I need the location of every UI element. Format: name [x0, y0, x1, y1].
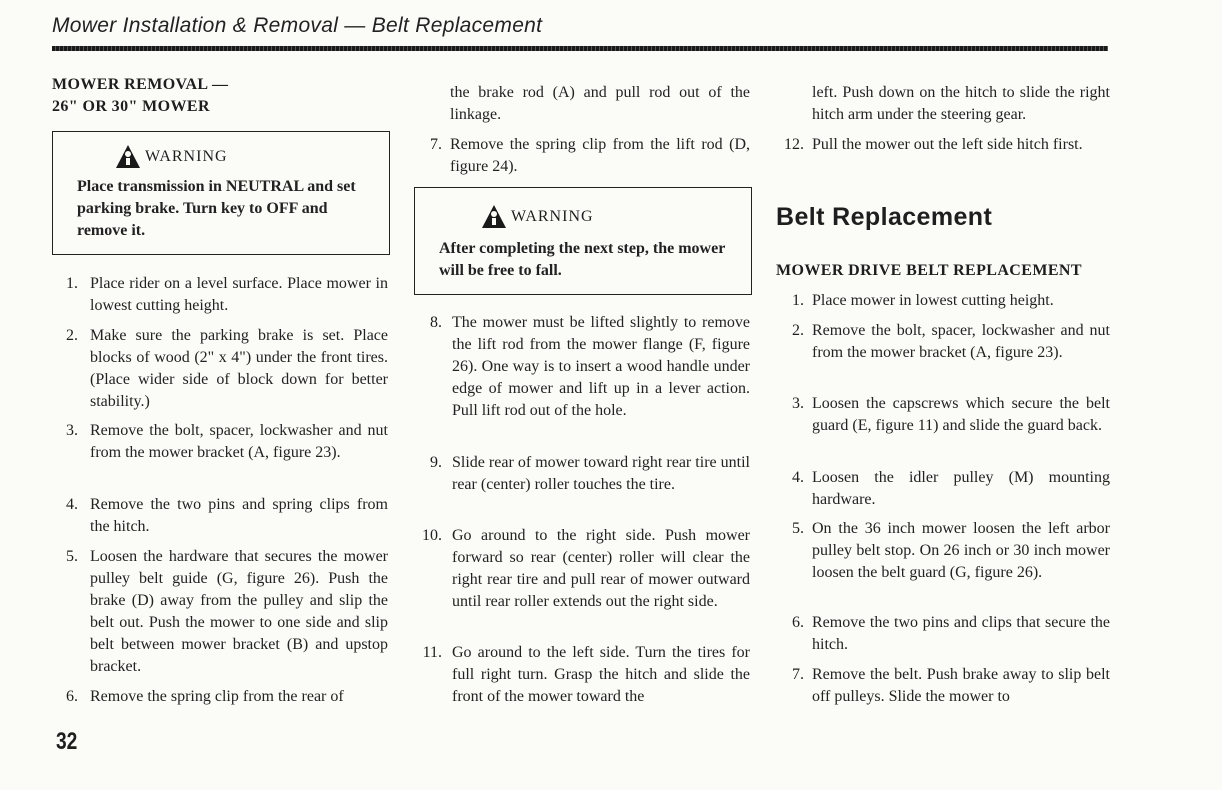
- header-rule: [52, 46, 1108, 51]
- warning-header: [115, 144, 228, 170]
- subheading: MOWER DRIVE BELT REPLACEMENT: [776, 262, 1082, 279]
- section-title: Belt Replacement: [776, 203, 993, 231]
- warning-header: [481, 204, 594, 230]
- section-heading-line1: MOWER REMOVAL —: [52, 76, 229, 93]
- warning-box: [414, 187, 752, 295]
- section-heading-line2: 26" OR 30" MOWER: [52, 98, 210, 115]
- page-number: 32: [56, 728, 78, 755]
- warning-triangle-icon: [115, 144, 141, 170]
- warning-label: WARNING: [145, 148, 228, 165]
- warning-triangle-icon: [481, 204, 507, 230]
- page-title: Mower Installation & Removal — Belt Replacement: [52, 14, 543, 37]
- warning-text: Place transmission in NEUTRAL and set parking brake. Turn key to OFF and remove it.: [77, 178, 356, 239]
- warning-label: WARNING: [511, 208, 594, 225]
- warning-text: After completing the next step, the mower will be free to fall.: [439, 240, 726, 279]
- warning-box: [52, 131, 390, 255]
